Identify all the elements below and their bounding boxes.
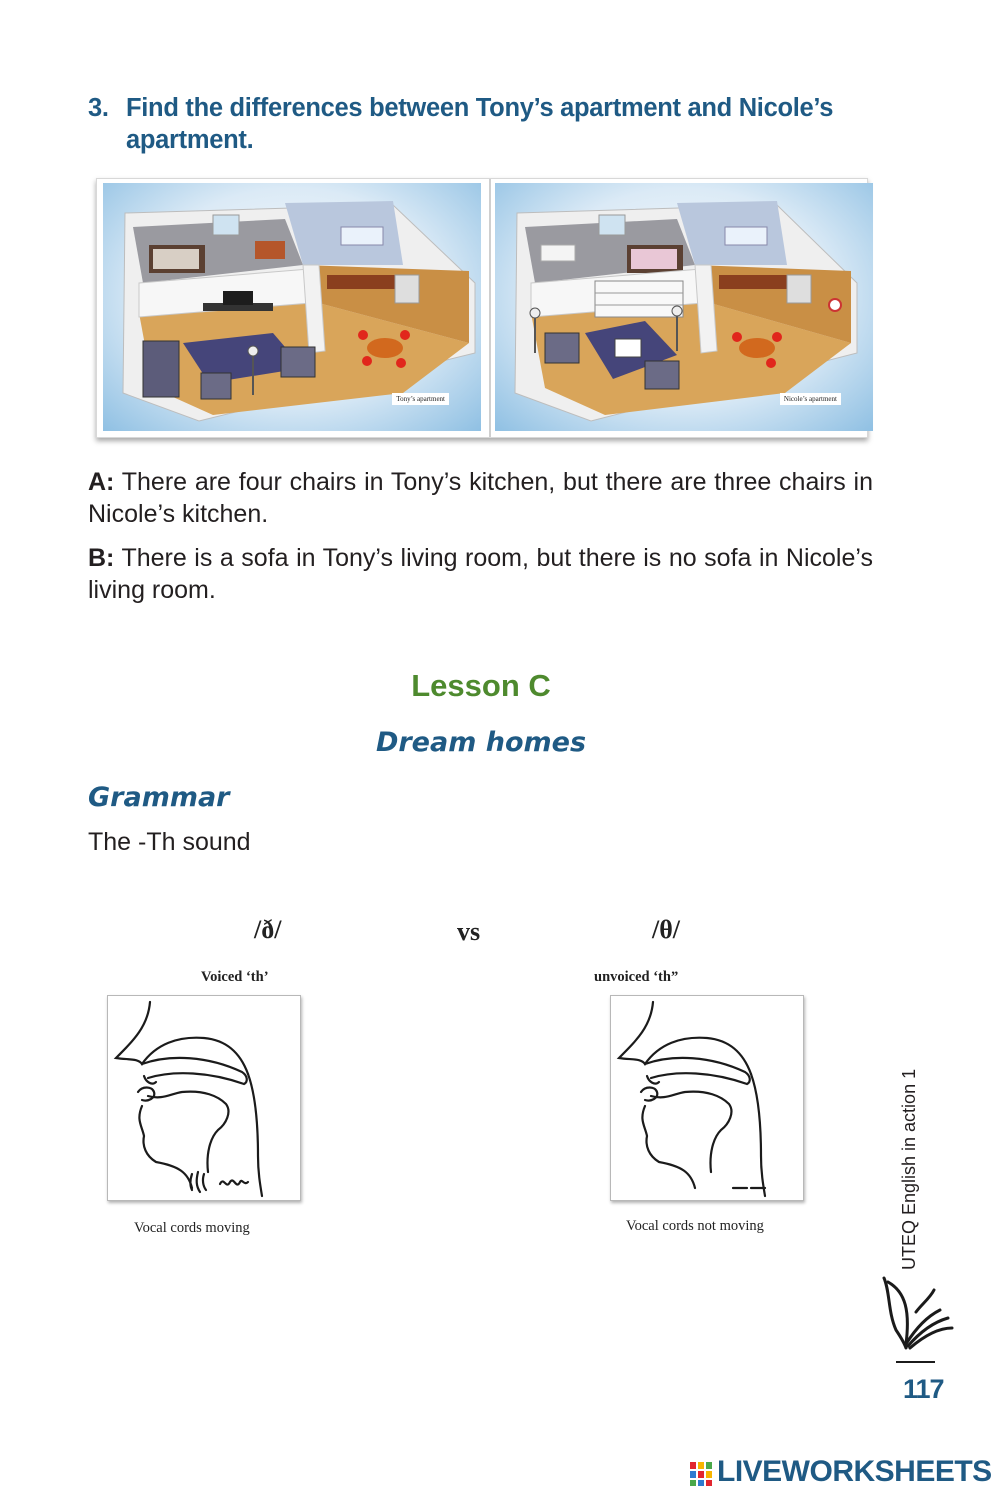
dialog-text-b: There is a sofa in Tony’s living room, but there is no sofa in Nicole’s living room. (88, 544, 873, 604)
tony-apartment-caption: Tony’s apartment (392, 393, 449, 405)
image-divider (489, 179, 491, 437)
tony-apartment-image (103, 183, 481, 431)
versus-label: vs (457, 917, 481, 946)
exercise-number: 3. (88, 94, 109, 122)
page-number: 117 (903, 1374, 944, 1404)
lesson-subtitle: Dream homes (375, 727, 587, 758)
page-rule (896, 1361, 935, 1363)
liveworksheets-brand[interactable]: LIVEWORKSHEETS (717, 1455, 992, 1488)
speaker-a: A: (88, 468, 115, 496)
voiced-symbol: /ð/ (254, 915, 282, 944)
lesson-title: Lesson C (411, 668, 551, 703)
voiced-caption: Vocal cords moving (134, 1220, 250, 1236)
unvoiced-symbol: /θ/ (652, 915, 681, 944)
dialog-line-a (88, 467, 873, 530)
liveworksheets-logo-icon (690, 1462, 712, 1486)
unvoiced-label: unvoiced ‘th” (594, 969, 679, 985)
voiced-mouth-diagram (107, 995, 301, 1201)
grammar-heading: Grammar (88, 782, 230, 813)
dialog-line-b (88, 543, 873, 606)
nicole-apartment-image (495, 183, 873, 431)
exercise-instruction: Find the differences between Tony’s apartment and Nicole’s apartment. (126, 94, 834, 154)
speaker-b: B: (88, 544, 115, 572)
grammar-topic: The -Th sound (88, 828, 251, 856)
book-icon (878, 1272, 958, 1352)
dialog-text-a: There are four chairs in Tony’s kitchen, but there are three chairs in Nicole’s kitchen. (88, 468, 873, 528)
book-title-side: UTEQ English in action 1 (899, 1068, 919, 1270)
unvoiced-mouth-diagram (610, 995, 804, 1201)
apartments-image (96, 178, 868, 438)
nicole-apartment-caption: Nicole’s apartment (780, 393, 841, 405)
unvoiced-caption: Vocal cords not moving (626, 1218, 764, 1234)
voiced-label: Voiced ‘th’ (201, 969, 269, 985)
